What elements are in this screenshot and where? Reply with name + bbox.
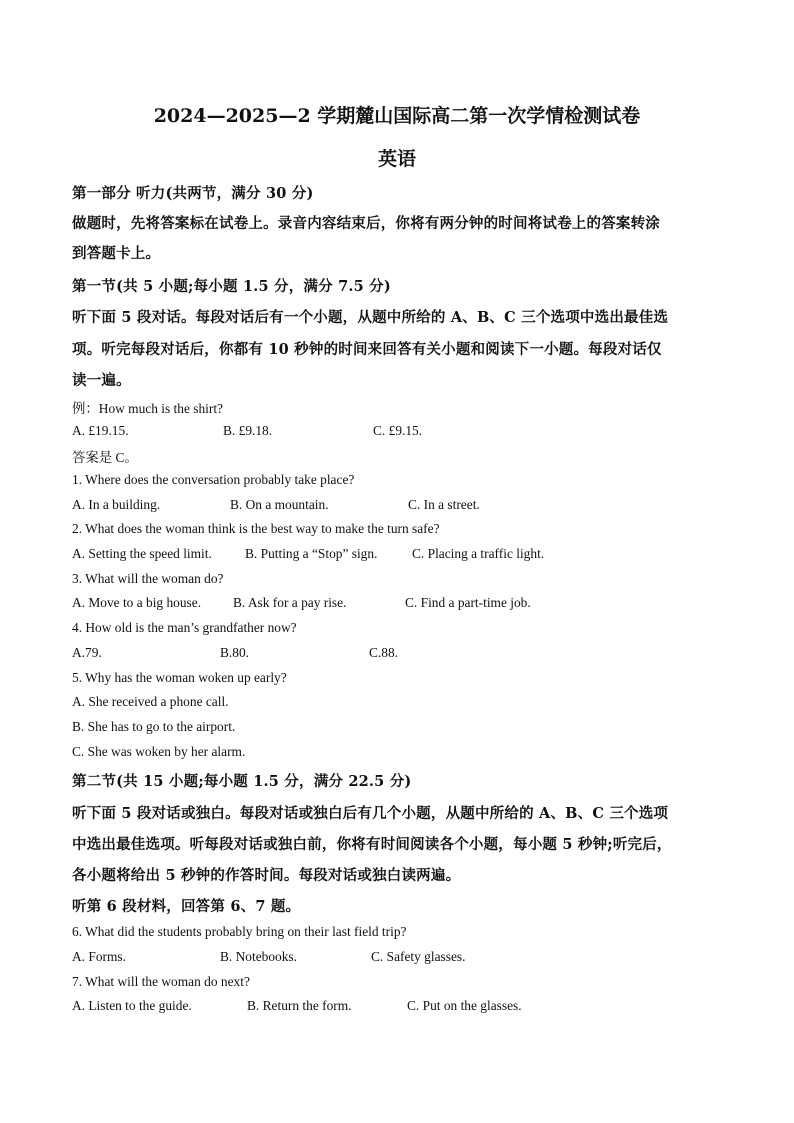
question-2: 2. What does the woman think is the best way to make the turn safe?	[72, 521, 440, 536]
q4-option-c: C.88.	[369, 645, 399, 660]
q3-option-b: B. Ask for a pay rise.	[233, 595, 347, 610]
q1-option-b: B. On a mountain.	[230, 497, 329, 512]
example-option-b: B. £9.18.	[223, 423, 273, 438]
section2-instruction-line: 听下面 5 段对话或独白。每段对话或独白后有几个小题，从题中所给的 A、B、C 三个选项	[72, 805, 669, 822]
q7-option-a: A. Listen to the guide.	[72, 998, 192, 1013]
section2-heading: 第二节(共 15 小题;每小题 1.5 分，满分 22.5 分)	[72, 773, 412, 790]
example-option-a: A. £19.15.	[72, 423, 129, 438]
question-4: 4. How old is the man’s grandfather now?	[72, 620, 297, 635]
q6-option-a: A. Forms.	[72, 949, 126, 964]
q3-option-c: C. Find a part-time job.	[405, 595, 531, 610]
q6-option-c: C. Safety glasses.	[371, 949, 466, 964]
part1-instruction-line: 到答题卡上。	[72, 245, 161, 262]
section1-heading: 第一节(共 5 小题;每小题 1.5 分，满分 7.5 分)	[72, 278, 391, 295]
part1-heading: 第一部分 听力(共两节，满分 30 分)	[72, 185, 314, 202]
q3-option-a: A. Move to a big house.	[72, 595, 202, 610]
example-question: 例：How much is the shirt?	[72, 401, 223, 416]
section1-instruction-line: 读一遍。	[72, 372, 131, 389]
q2-option-a: A. Setting the speed limit.	[72, 546, 212, 561]
q7-option-b: B. Return the form.	[247, 998, 352, 1013]
q1-option-c: C. In a street.	[408, 497, 480, 512]
example-option-c: C. £9.15.	[373, 423, 423, 438]
section1-instruction-line: 听下面 5 段对话。每段对话后有一个小题，从题中所给的 A、B、C 三个选项中选出最佳选	[72, 309, 669, 326]
q1-option-a: A. In a building.	[72, 497, 161, 512]
question-1: 1. Where does the conversation probably take place?	[72, 472, 355, 487]
question-5: 5. Why has the woman woken up early?	[72, 670, 287, 685]
subject-title: 英语	[377, 148, 416, 170]
q4-option-b: B.80.	[220, 645, 250, 660]
material-6-heading: 听第 6 段材料，回答第 6、7 题。	[72, 898, 301, 915]
q2-option-b: B. Putting a “Stop” sign.	[245, 546, 378, 561]
q5-option-c: C. She was woken by her alarm.	[72, 744, 246, 759]
question-6: 6. What did the students probably bring on their last field trip?	[72, 924, 407, 939]
part1-instruction-line: 做题时，先将答案标在试卷上。录音内容结束后，你将有两分钟的时间将试卷上的答案转涂	[72, 215, 660, 232]
example-answer: 答案是 C。	[72, 450, 138, 465]
section2-instruction-line: 中选出最佳选项。听每段对话或独白前，你将有时间阅读各个小题，每小题 5 秒钟;听完后，	[72, 836, 672, 853]
q5-option-a: A. She received a phone call.	[72, 694, 229, 709]
question-3: 3. What will the woman do?	[72, 571, 224, 586]
section1-instruction-line: 项。听完每段对话后，你都有 10 秒钟的时间来回答有关小题和阅读下一小题。每段对话仅	[72, 341, 662, 358]
q4-option-a: A.79.	[72, 645, 102, 660]
q5-option-b: B. She has to go to the airport.	[72, 719, 236, 734]
q7-option-c: C. Put on the glasses.	[407, 998, 522, 1013]
q6-option-b: B. Notebooks.	[220, 949, 297, 964]
section2-instruction-line: 各小题将给出 5 秒钟的作答时间。每段对话或独白读两遍。	[72, 867, 461, 884]
question-7: 7. What will the woman do next?	[72, 974, 250, 989]
q2-option-c: C. Placing a traffic light.	[412, 546, 545, 561]
exam-title: 2024—2025—2 学期麓山国际高二第一次学情检测试卷	[153, 105, 641, 127]
